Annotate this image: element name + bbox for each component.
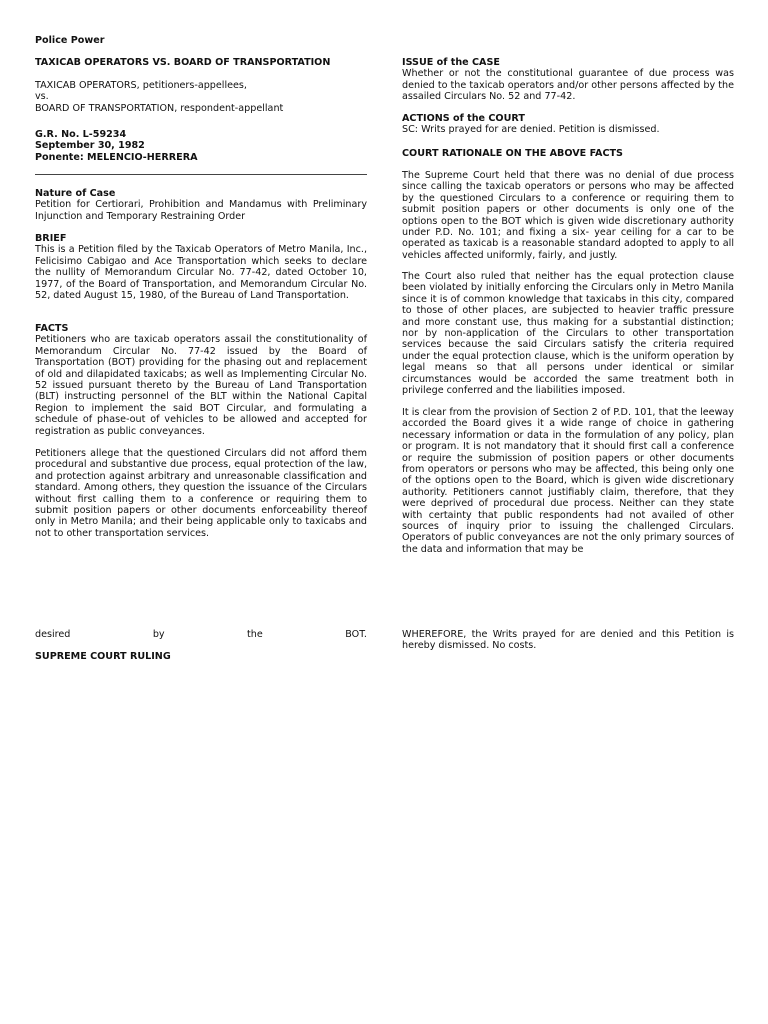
rationale-heading: COURT RATIONALE ON THE ABOVE FACTS — [402, 148, 623, 159]
rationale-paragraph-3: It is clear from the provision of Section 2 of P.D. 101, that the leeway accorded the Board gives it a wide range of choice in gathering necessary information or data in the formulation of any policy, plan or program. It is not mandatory that it should first call a conference or require the submission of position papers or other documents from operators or persons who may be affected, this being only one of the options open to the Board, which is given wide discretionary authority. Petitioners cannot justifiably claim, therefore, that they were deprived of procedural due process. Neither can they state with certainty that public respondents had not availed of other sources of inquiry prior to issuing the challenged Circulars. Operators of public conveyances are not the only primary sources of the data and information that may be — [402, 407, 734, 555]
issue-section — [402, 57, 734, 103]
brief-text: This is a Petition filed by the Taxicab Operators of Metro Manila, Inc., Felicisimo Cabigao and Ace Transportation which seeks to declare the nullity of Memorandum Circular No. 77-42, dated October 10, 1977, of the Board of Transportation, and Memorandum Circular No. 52, dated August 15, 1980, of the Bureau of Land Transportation. — [35, 244, 367, 302]
continuation-line — [35, 629, 367, 640]
ponente: Ponente: MELENCIO-HERRERA — [35, 151, 198, 163]
versus-line: vs. — [35, 91, 49, 103]
gr-number: G.R. No. L-59234 — [35, 129, 127, 140]
brief-section — [35, 233, 367, 301]
parties — [35, 80, 367, 114]
petitioner-line: TAXICAB OPERATORS, petitioners-appellees, — [35, 80, 247, 91]
facts-heading: FACTS — [35, 323, 69, 334]
issue-heading: ISSUE of the CASE — [402, 57, 500, 68]
actions-text: SC: Writs prayed for are denied. Petition is dismissed. — [402, 124, 660, 136]
facts-text-2: Petitioners allege that the questioned Circulars did not afford them procedural and substantive due process, equal protection of the law, and protection against arbitrary and unreasonable classification and standard. Among others, they question the issuance of the Circulars without first calling them to a conference or requiring them to submit position papers or other documents enforceability thereof only in Metro Manila; and their being applicable only to taxicabs and not to other transportation services. — [35, 448, 367, 539]
wherefore-text: WHEREFORE, the Writs prayed for are denied and this Petition is hereby dismissed. No costs. — [402, 629, 734, 652]
continuation-word: the — [247, 629, 263, 640]
nature-text: Petition for Certiorari, Prohibition and Mandamus with Preliminary Injunction and Temporary Restraining Order — [35, 199, 367, 222]
facts-text-1: Petitioners who are taxicab operators assail the constitutionality of Memorandum Circular No. 77-42 issued by the Board of Transportation (BOT) providing for the phasing out and replacement of old and dilapidated taxicabs; as well as Implementing Circular No. 52 issued pursuant thereto by the Bureau of Land Transportation (BLT) instructing personnel of the BLT within the National Capital Region to implement the said BOT Circular, and formulating a schedule of phase-out of vehicles to be allowed and accepted for registration as public conveyances. — [35, 334, 367, 437]
decision-date: September 30, 1982 — [35, 140, 145, 152]
continuation-word: desired — [35, 629, 71, 640]
rationale-paragraph-2: The Court also ruled that neither has the equal protection clause been violated by initially enforcing the Circulars only in Metro Manila since it is of common knowledge that taxicabs in this city, compared to those of other places, are subjected to heavier traffic pressure and more constant use, thus making for a substantial distinction; nor by non-application of the Circulars to other transportation services because the said Circulars satisfy the criteria required under the equal protection clause, which is the uniform operation by legal means so that all persons under identical or similar circumstances would be accorded the same treatment both in privilege conferred and the liabilities imposed. — [402, 271, 734, 397]
nature-heading: Nature of Case — [35, 188, 116, 199]
actions-section — [402, 113, 734, 136]
rationale-paragraph-1: The Supreme Court held that there was no denial of due process since calling the taxicab operators or persons who may be affected by the questioned Circulars to a conference or requiring them to submit position papers or other documents is only one of the options open to the BOT which is given wide discretionary authority under P.D. No. 101; and fixing a six- year ceiling for a car to be operated as taxicab is a reasonable standard adopted to apply to all vehicles affected uniformly, fairly, and justly. — [402, 170, 734, 261]
issue-text: Whether or not the constitutional guarantee of due process was denied to the taxicab operators and/or other persons affected by the assailed Circulars No. 52 and 77-42. — [402, 68, 734, 103]
continuation-word: BOT. — [345, 629, 367, 640]
brief-heading: BRIEF — [35, 233, 67, 244]
ruling-heading: SUPREME COURT RULING — [35, 651, 171, 662]
case-meta — [35, 129, 367, 163]
facts-section — [35, 323, 367, 437]
respondent-line: BOARD OF TRANSPORTATION, respondent-appellant — [35, 102, 284, 114]
actions-heading: ACTIONS of the COURT — [402, 113, 525, 124]
continuation-word: by — [152, 629, 165, 640]
nature-section — [35, 188, 367, 222]
topic-label: Police Power — [35, 35, 105, 46]
case-title: TAXICAB OPERATORS VS. BOARD OF TRANSPORTATION — [35, 57, 331, 68]
header-divider — [35, 174, 367, 175]
